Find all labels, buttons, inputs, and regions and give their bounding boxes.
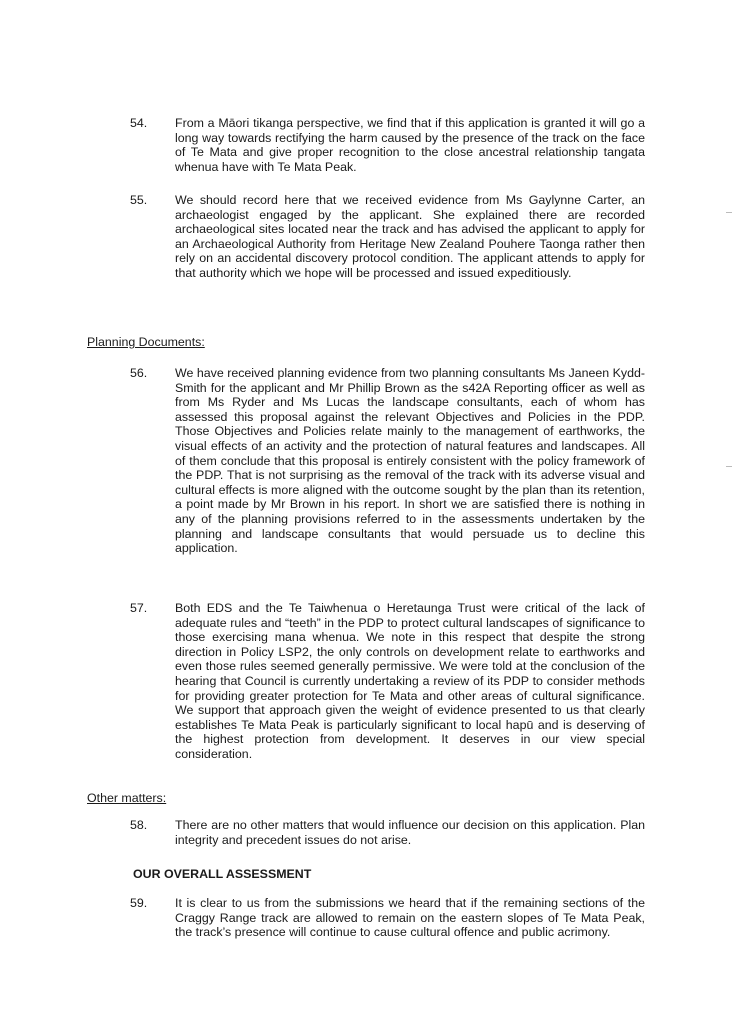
paragraph-57: [130, 601, 645, 762]
paragraph-number: 57.: [130, 601, 148, 615]
paragraph-text: There are no other matters that would influence our decision on this application. Plan integrity and precedent issues do not arise.: [175, 818, 645, 847]
paragraph-number: 58.: [130, 818, 148, 832]
paragraph-text: We should record here that we received evidence from Ms Gaylynne Carter, an archaeologist engaged by the applicant. She explained there are recorded archaeological sites located near the track and has advised the applicant to apply for an Archaeological Authority from Heritage New Zealand Pouhere Taonga rather then rely on an accidental discovery protocol condition. The applicant attends to apply for that authority which we hope will be processed and issued expeditiously.: [175, 193, 645, 280]
paragraph-number: 54.: [130, 116, 148, 130]
paragraph-number: 59.: [130, 896, 148, 910]
section-heading-other-matters: Other matters:: [87, 791, 167, 805]
paragraph-55: [130, 193, 645, 281]
paragraph-54: [130, 116, 645, 174]
paragraph-text: It is clear to us from the submissions we heard that if the remaining sections of the Craggy Range track are allowed to remain on the eastern slopes of Te Mata Peak, the track’s presence will continue to cause cultural offence and public acrimony.: [175, 896, 645, 940]
paragraph-number: 56.: [130, 366, 148, 380]
paragraph-number: 55.: [130, 193, 148, 207]
section-heading-overall-assessment: OUR OVERALL ASSESSMENT: [133, 867, 312, 881]
paragraph-59: [130, 896, 645, 940]
scan-edge-mark: [726, 212, 732, 213]
paragraph-text: Both EDS and the Te Taiwhenua o Heretaunga Trust were critical of the lack of adequate rules and “teeth” in the PDP to protect cultural landscapes of significance to those exercising mana whenua. We note in this respect that despite the strong direction in Policy LSP2, the only controls on development relate to earthworks and even those rules seemed generally permissive. We were told at the conclusion of the hearing that Council is currently undertaking a review of its PDP to consider methods for providing greater protection for Te Mata and other areas of cultural significance. We support that approach given the weight of evidence presented to us that clearly establishes Te Mata Peak is particularly significant to local hapū and is deserving of the highest protection from development. It deserves in our view special consideration.: [175, 601, 645, 761]
section-heading-planning-documents: Planning Documents:: [87, 335, 205, 349]
paragraph-text: From a Māori tikanga perspective, we find that if this application is granted it will go a long way towards rectifying the harm caused by the presence of the track on the face of Te Mata and give proper recognition to the close ancestral relationship tangata whenua have with Te Mata Peak.: [175, 116, 645, 174]
paragraph-58: [130, 818, 645, 847]
paragraph-text: We have received planning evidence from two planning consultants Ms Janeen Kydd-Smith for the applicant and Mr Phillip Brown as the s42A Reporting officer as well as from Ms Ryder and Ms Lucas the landscape consultants, each of whom has assessed this proposal against the relevant Objectives and Policies in the PDP. Those Objectives and Policies relate mainly to the management of earthworks, the visual effects of an activity and the protection of natural features and landscapes. All of them conclude that this proposal is entirely consistent with the policy framework of the PDP. That is not surprising as the removal of the track with its adverse visual and cultural effects is more aligned with the outcome sought by the plan than its retention, a point made by Mr Brown in his report. In short we are satisfied there is nothing in any of the planning provisions referred to in the assessments undertaken by the planning and landscape consultants that would persuade us to decline this application.: [175, 366, 645, 556]
paragraph-56: [130, 366, 645, 556]
scan-edge-mark: [726, 466, 732, 467]
